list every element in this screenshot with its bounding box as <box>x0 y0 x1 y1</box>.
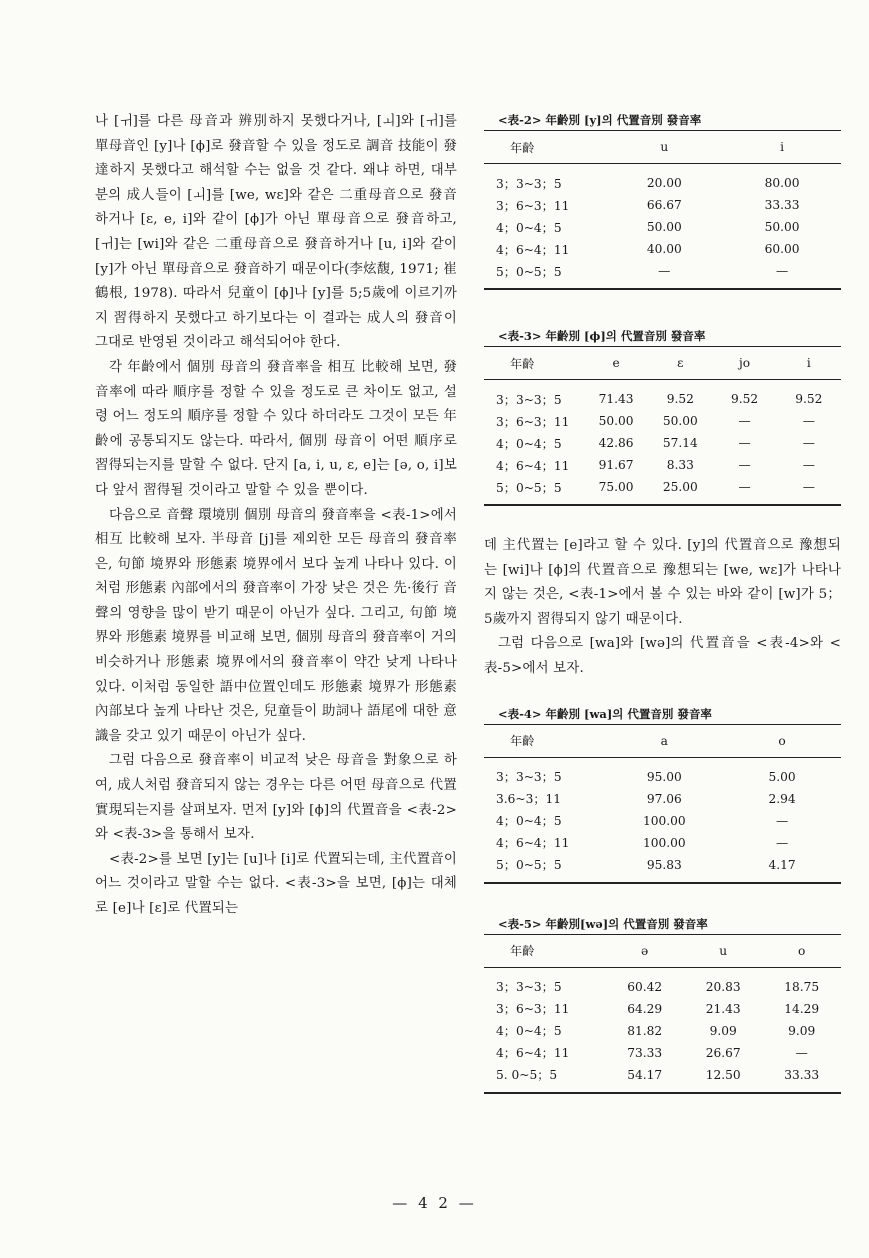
table-cell: 81.82 <box>627 1023 663 1038</box>
column-header: i <box>723 131 841 164</box>
table-row <box>484 757 841 788</box>
table-cell: 14.29 <box>784 1001 820 1016</box>
paragraph: 각 年齡에서 個別 母音의 發音率을 相互 比較해 보면, 發音率에 따라 順序를 정할 수 있을 정도로 큰 차이도 없고, 설령 어느 정도의 順序를 정할 수 있다 하더라도 그것이 모든 年齡에 공통되지도 않는다. 따라서, 個別 母音이 어떤 順序로 習得되는지를 말할 수 없다. 단지 [a, i, u, ɛ, e]는 [ə, o, i]보다 앞서 習得될 것이라고 말할 수 있을 뿐이다. <box>95 359 457 498</box>
table-title: <表-5> 年齡別[wə]의 代置音別 發音率 <box>498 916 708 931</box>
table-cell: 4；0~4；5 <box>496 1024 562 1039</box>
table-row <box>484 164 841 195</box>
table-cell: 80.00 <box>764 176 800 190</box>
table-cell: — <box>723 260 841 289</box>
table-cell: 4.17 <box>723 854 841 883</box>
table-header-row <box>484 724 841 757</box>
table-row <box>484 1042 841 1064</box>
table-cell: 4；6~4；11 <box>496 242 570 257</box>
table-cell: — <box>802 414 815 428</box>
table-title: <表-3> 年齡別 [ϕ]의 代置音別 發音率 <box>498 329 706 343</box>
column-header: 年齡 <box>484 347 584 380</box>
table-title: <表-4> 年齡別 [wa]의 代置音別 發音率 <box>498 706 712 721</box>
table-cell: 3；3~3；5 <box>496 980 562 995</box>
table-row <box>484 238 841 260</box>
paragraph: 데 主代置는 [e]라고 할 수 있다. [y]의 代置音으로 豫想되는 [wi]나 [ϕ]의 代置音으로 豫想되는 [we, wɛ]가 나타나지 않는 것은, <表-1>에서 볼 수 있는 바와 같이 [w]가 5；5歲까지 習得되지 않기 때문이다. <box>484 538 841 627</box>
column-header: u <box>684 934 763 967</box>
table-cell: 2.94 <box>768 791 796 806</box>
table-cell: 8.33 <box>666 458 694 472</box>
table-3 <box>484 326 841 506</box>
table-cell: 50.00 <box>646 220 682 234</box>
right-column <box>484 110 841 1094</box>
page-number: — 4 2 — <box>392 1194 477 1212</box>
table-row <box>484 476 841 505</box>
table-row <box>484 967 841 998</box>
table-cell: 3；6~3；11 <box>496 414 570 429</box>
column-header: ə <box>605 934 684 967</box>
table-cell: 9.52 <box>795 392 823 406</box>
table-cell: — <box>738 436 751 450</box>
table-cell: 64.29 <box>627 1001 663 1016</box>
table-cell: 50.00 <box>662 414 698 428</box>
paragraph: 나 [ㅟ]를 다른 母音과 辨別하지 못했다거나, [ㅚ]와 [ㅟ]를 單母音인 [y]나 [ϕ]로 發音할 수 있을 정도로 調音 技能이 發達하지 못했다고 해석할 수는 없을 것 같다. 왜냐 하면, 대부분의 成人들이 [ㅚ]를 [we, wɛ]와 같은 二重母音으로 發音하거나 [ɛ, e, i]와 같이 [ϕ]가 아닌 單母音으로 發音하고, [ㅟ]는 [wi]와 같은 二重母音으로 發音하거나 [u, i]와 같이 [y]가 아닌 單母音으로 發音하기 때문이다(李炫馥, 1971; 崔鶴根, 1978). 따라서 兒童이 [ϕ]나 [y]를 5;5歲에 이르기까지 習得하지 못했다고 하기보다는 이 결과는 成人의 發音이 그대로 반영된 것이라고 해석되어야 한다. <box>95 114 457 351</box>
table-cell: 97.06 <box>646 791 682 806</box>
table-cell: 4；6~4；11 <box>496 836 570 851</box>
column-header: o <box>723 724 841 757</box>
table-cell: 50.00 <box>764 220 800 234</box>
table-cell: 26.67 <box>705 1045 741 1060</box>
table-header-row <box>484 131 841 164</box>
table-cell: 4；0~4；5 <box>496 814 562 829</box>
table-cell: — <box>795 1045 808 1060</box>
table-cell: 20.83 <box>705 979 741 994</box>
table-row <box>484 854 841 883</box>
paragraph: 그럼 다음으로 發音率이 비교적 낮은 母音을 對象으로 하여, 成人처럼 發音되지 않는 경우는 다른 어떤 母音으로 代置 實現되는지를 살펴보자. 먼저 [y]와 [ϕ]의 代置音을 <表-2>와 <表-3>을 통해서 보자. <box>95 753 457 843</box>
table-row <box>484 1020 841 1042</box>
table-cell: 95.00 <box>646 769 682 784</box>
table-cell: 25.00 <box>648 476 712 505</box>
table-row <box>484 832 841 854</box>
table-row <box>484 1064 841 1093</box>
data-table <box>484 346 841 506</box>
table-cell: 66.67 <box>646 198 682 212</box>
table-row <box>484 432 841 454</box>
table-cell: 50.00 <box>598 414 634 428</box>
table-cell: 3；6~3；11 <box>496 1002 570 1017</box>
table-cell: — <box>738 458 751 472</box>
table-cell: 4；0~4；5 <box>496 436 562 451</box>
table-cell: 3；6~3；11 <box>496 198 570 213</box>
table-cell: 20.00 <box>646 176 682 190</box>
table-row <box>484 410 841 432</box>
table-cell: — <box>775 813 789 828</box>
data-table <box>484 724 841 884</box>
table-header-row <box>484 934 841 967</box>
table-cell: 9.52 <box>666 392 694 406</box>
column-header: 年齡 <box>484 131 605 164</box>
table-cell: 42.86 <box>598 436 634 450</box>
table-cell: 57.14 <box>662 436 698 450</box>
table-cell: 3；3~3；5 <box>496 392 562 407</box>
table-cell: 5；0~5；5 <box>484 260 605 289</box>
table-cell: — <box>802 436 815 450</box>
table-title: <表-2> 年齡別 [y]의 代置音別 發音率 <box>498 113 702 127</box>
table-row <box>484 194 841 216</box>
table-cell: 60.42 <box>627 979 663 994</box>
table-header-row <box>484 347 841 380</box>
column-header: o <box>762 934 841 967</box>
column-header: jo <box>712 347 776 380</box>
table-cell: 33.33 <box>762 1064 841 1093</box>
column-header: ɛ <box>648 347 712 380</box>
table-cell: 4；6~4；11 <box>496 1046 570 1061</box>
table-cell: 4；6~4；11 <box>496 458 570 473</box>
table-cell: — <box>738 414 751 428</box>
data-table <box>484 934 841 1094</box>
table-cell: 91.67 <box>598 458 634 472</box>
table-cell: 5.00 <box>768 769 796 784</box>
table-cell: 71.43 <box>598 392 634 406</box>
column-header: i <box>777 347 841 380</box>
table-5 <box>484 914 841 1094</box>
column-header: 年齡 <box>484 934 605 967</box>
table-2 <box>484 110 841 290</box>
table-cell: 100.00 <box>642 835 686 850</box>
table-cell: 95.83 <box>605 854 723 883</box>
column-header: a <box>605 724 723 757</box>
paragraph: 다음으로 音聲 環境別 個別 母音의 發音率을 <表-1>에서 相互 比較해 보자. 半母音 [j]를 제외한 모든 母音의 發音率은, 句節 境界와 形態素 境界에서 보다 높게 나타나 있다. 이처럼 形態素 內部에서의 發音率이 가장 낮은 것은 先·後行 音聲의 영향을 많이 받기 때문이 아닌가 싶다. 그리고, 句節 境界와 形態素 境界를 비교해 보면, 個別 母音의 發音率이 거의 비슷하거나 形態素 境界에서의 發音率이 약간 낮게 나타나 있다. 이처럼 동일한 語中位置인데도 形態素 境界가 形態素 內部보다 높게 나타난 것은, 兒童들이 助詞나 語尾에 대한 意識을 갖고 있기 때문이 아닌가 싶다. <box>95 507 457 744</box>
table-cell: 33.33 <box>764 198 800 212</box>
column-header: 年齡 <box>484 724 605 757</box>
table-cell: — <box>605 260 723 289</box>
table-cell: — <box>802 458 815 472</box>
table-row <box>484 788 841 810</box>
table-cell: 9.09 <box>709 1023 737 1038</box>
table-row <box>484 216 841 238</box>
table-row <box>484 380 841 411</box>
table-cell: 3.6~3；11 <box>496 792 562 807</box>
table-cell: 18.75 <box>784 979 820 994</box>
table-row <box>484 810 841 832</box>
table-cell: 73.33 <box>627 1045 663 1060</box>
paragraph: <表-2>를 보면 [y]는 [u]나 [i]로 代置되는데, 主代置音이 어느 것이라고 말할 수는 없다. <表-3>을 보면, [ϕ]는 대체로 [e]나 [ɛ]로 代置되는 <box>95 851 457 916</box>
table-cell: 75.00 <box>584 476 648 505</box>
table-cell: 4；0~4；5 <box>496 220 562 235</box>
table-cell: 9.52 <box>731 392 759 406</box>
table-cell: 40.00 <box>646 242 682 256</box>
table-cell: 54.17 <box>605 1064 684 1093</box>
data-table <box>484 130 841 290</box>
table-cell: 5；0~5；5 <box>484 854 605 883</box>
paragraph: 그럼 다음으로 [wa]와 [wə]의 代置音을 <表-4>와 <表-5>에서 보자. <box>484 636 841 676</box>
table-cell: — <box>775 835 789 850</box>
table-row <box>484 998 841 1020</box>
table-cell: 9.09 <box>788 1023 816 1038</box>
column-header: e <box>584 347 648 380</box>
column-header: u <box>605 131 723 164</box>
table-cell: 12.50 <box>684 1064 763 1093</box>
table-cell: 5；0~5；5 <box>484 476 584 505</box>
table-cell: 60.00 <box>764 242 800 256</box>
table-4 <box>484 704 841 884</box>
table-cell: 3；3~3；5 <box>496 770 562 785</box>
left-column <box>95 110 457 922</box>
table-cell: 21.43 <box>705 1001 741 1016</box>
table-cell: — <box>777 476 841 505</box>
table-row <box>484 260 841 289</box>
table-row <box>484 454 841 476</box>
table-cell: — <box>712 476 776 505</box>
table-cell: 3；3~3；5 <box>496 176 562 191</box>
table-cell: 5. 0~5；5 <box>484 1064 605 1093</box>
table-cell: 100.00 <box>642 813 686 828</box>
